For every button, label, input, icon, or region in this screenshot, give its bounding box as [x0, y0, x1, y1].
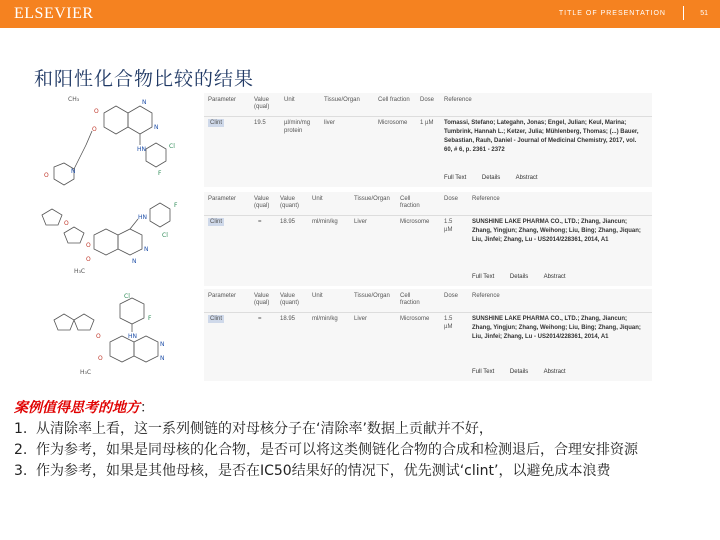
- details-link[interactable]: Details: [509, 274, 529, 280]
- cell-parameter: Clint: [210, 316, 223, 322]
- svg-text:H₃C: H₃C: [80, 369, 92, 376]
- col-cell-fraction: Cell fraction: [400, 196, 420, 209]
- svg-text:O: O: [94, 108, 99, 115]
- table-links: [472, 274, 580, 280]
- header-bar: [0, 0, 720, 28]
- table-header: [204, 95, 652, 117]
- cell-value: 18.95: [280, 219, 296, 225]
- svg-text:F: F: [148, 315, 152, 322]
- svg-text:HN: HN: [137, 146, 146, 153]
- svg-text:HN: HN: [138, 214, 147, 221]
- elsevier-logo: ELSEVIER: [14, 5, 94, 22]
- col-value-qual: Value (qual): [254, 196, 270, 209]
- notes-heading-line: [14, 398, 710, 419]
- svg-text:N: N: [71, 168, 76, 175]
- col-tissue: Tissue/Organ: [354, 196, 390, 202]
- cell-unit: ml/min/kg: [312, 219, 338, 225]
- svg-text:N: N: [142, 99, 147, 106]
- svg-text:Cl: Cl: [124, 293, 130, 300]
- note-number: 3.: [14, 463, 28, 479]
- col-tissue: Tissue/Organ: [354, 293, 390, 299]
- full-text-link[interactable]: Full Text: [444, 175, 467, 181]
- note-text: 从清除率上看，这一系列侧链的对母核分子在‘清除率’数据上贡献并不好，: [36, 421, 493, 437]
- cell-fraction: Microsome: [400, 219, 430, 225]
- col-value-qual: Value (qual): [254, 293, 270, 306]
- svg-text:Cl: Cl: [169, 143, 175, 150]
- table-links: [472, 369, 580, 375]
- col-unit: Unit: [284, 97, 295, 103]
- cell-reference: SUNSHINE LAKE PHARMA CO., LTD.; Zhang, Jiancun; Zhang, Yingjun; Zhang, Weihong; Liu, Bing; Zhang, Jiquan; Liu, Jinfei; Zhang, Lu - US2014/228361, 2014, A1: [472, 316, 641, 340]
- cell-value: 18.95: [280, 316, 296, 322]
- slide-title: 和阳性化合物比较的结果: [34, 68, 255, 90]
- cell-parameter: Clint: [210, 120, 223, 126]
- cell-fraction: Microsome: [378, 120, 408, 126]
- col-cell-fraction: Cell fraction: [378, 97, 410, 103]
- notes-section: [14, 398, 710, 482]
- svg-text:O: O: [44, 172, 49, 179]
- col-value-qual: Value (qual): [254, 97, 270, 110]
- svg-text:N: N: [160, 341, 165, 348]
- notes-heading: 案例值得思考的地方: [14, 400, 140, 416]
- cell-reference: SUNSHINE LAKE PHARMA CO., LTD.; Zhang, Jiancun; Zhang, Yingjun; Zhang, Weihong; Liu, Bing; Zhang, Jiquan; Liu, Jinfei; Zhang, Lu - US2014/228361, 2014, A1: [472, 219, 641, 243]
- svg-text:O: O: [92, 126, 97, 133]
- notes-colon: ：: [140, 400, 154, 416]
- note-number: 1.: [14, 421, 28, 437]
- col-value-quant: Value (quant): [280, 196, 300, 209]
- result-table-2: [204, 192, 652, 286]
- svg-text:O: O: [96, 333, 101, 340]
- full-text-link[interactable]: Full Text: [472, 369, 495, 375]
- chemical-structure-3: [34, 290, 202, 386]
- full-text-link[interactable]: Full Text: [472, 274, 495, 280]
- svg-text:HN: HN: [128, 333, 137, 340]
- svg-text:N: N: [144, 246, 149, 253]
- svg-text:Cl: Cl: [162, 232, 168, 239]
- cell-reference: Tomassi, Stefano; Lategahn, Jonas; Engel, Julian; Keul, Marina; Tumbrink, Hannah L.; Ketzer, Julia; Mühlenberg, Thomas; (...) Bauer, Sebastian, Rauh, Daniel - Journal of Medicinal Chemistry, 2017, vol. 60, # 6, p. 2361 - 2372: [444, 120, 639, 153]
- compound-comparison-figure: [34, 93, 652, 386]
- col-value-quant: Value (quant): [280, 293, 300, 306]
- svg-text:H₃C: H₃C: [74, 268, 86, 275]
- svg-text:F: F: [174, 202, 178, 209]
- note-text: 作为参考，如果是同母核的化合物，是否可以将这类侧链化合物的合成和检测退后，合理安排资源: [36, 442, 638, 458]
- cell-fraction: Microsome: [400, 316, 430, 322]
- col-parameter: Parameter: [208, 293, 237, 299]
- cell-parameter: Clint: [210, 219, 223, 225]
- details-link[interactable]: Details: [509, 369, 529, 375]
- col-reference: Reference: [444, 97, 472, 103]
- cell-unit: ml/min/kg: [312, 316, 338, 322]
- header-divider: [683, 6, 684, 20]
- presentation-title: TITLE OF PRESENTATION: [558, 10, 666, 17]
- table-header: [204, 194, 652, 216]
- note-item-1: [14, 419, 710, 440]
- abstract-link[interactable]: Abstract: [543, 369, 566, 375]
- svg-text:N: N: [160, 355, 165, 362]
- svg-text:CH₃: CH₃: [68, 96, 80, 103]
- col-cell-fraction: Cell fraction: [400, 293, 420, 306]
- svg-text:O: O: [64, 220, 69, 227]
- cell-qual: =: [258, 219, 262, 225]
- col-unit: Unit: [312, 293, 323, 299]
- cell-tissue: Liver: [354, 316, 368, 322]
- abstract-link[interactable]: Abstract: [543, 274, 566, 280]
- note-item-2: [14, 440, 710, 461]
- col-reference: Reference: [472, 196, 500, 202]
- col-reference: Reference: [472, 293, 500, 299]
- note-item-3: [14, 461, 710, 482]
- svg-text:O: O: [86, 256, 91, 263]
- cell-unit: µl/min/mg protein: [284, 120, 311, 134]
- result-table-1: [204, 93, 652, 187]
- abstract-link[interactable]: Abstract: [515, 175, 538, 181]
- chemical-structure-2: [34, 189, 202, 290]
- cell-dose: 1.5 µM: [444, 219, 453, 233]
- col-parameter: Parameter: [208, 97, 237, 103]
- col-dose: Dose: [444, 293, 459, 299]
- note-number: 2.: [14, 442, 28, 458]
- table-header: [204, 291, 652, 313]
- chemical-structure-1: [34, 93, 202, 189]
- col-parameter: Parameter: [208, 196, 237, 202]
- page-number: 51: [700, 10, 708, 17]
- table-links: [444, 175, 552, 181]
- svg-text:N: N: [154, 124, 159, 131]
- col-unit: Unit: [312, 196, 323, 202]
- svg-text:O: O: [86, 242, 91, 249]
- col-dose: Dose: [444, 196, 459, 202]
- svg-text:N: N: [132, 258, 137, 265]
- result-table-3: [204, 289, 652, 381]
- svg-text:O: O: [98, 355, 103, 362]
- cell-dose: 1.5 µM: [444, 316, 453, 330]
- cell-value: 19.5: [254, 120, 266, 126]
- col-tissue: Tissue/Organ: [324, 97, 360, 103]
- note-text: 作为参考，如果是其他母核，是否在IC50结果好的情况下，优先测试‘clint’，以避免成本浪费: [36, 463, 611, 479]
- cell-qual: =: [258, 316, 262, 322]
- cell-tissue: Liver: [354, 219, 368, 225]
- cell-tissue: liver: [324, 120, 336, 126]
- svg-text:F: F: [158, 170, 162, 177]
- cell-dose: 1 µM: [420, 120, 434, 126]
- col-dose: Dose: [420, 97, 435, 103]
- details-link[interactable]: Details: [481, 175, 501, 181]
